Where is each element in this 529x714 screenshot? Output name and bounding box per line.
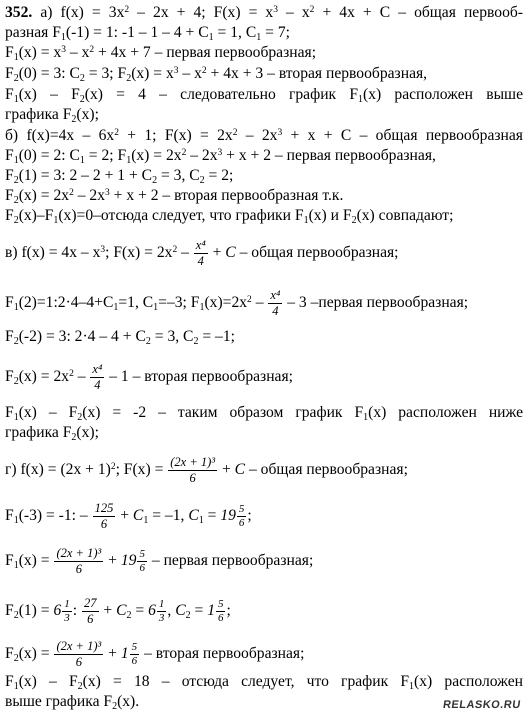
solution-line: $F_1(x) - F_2(x) = 18$ – отсюда следует, что график $F_1(x)$ расположен — [5, 673, 523, 692]
fraction: $\frac{\text{(2x + 1)³}}{6}$ — [56, 546, 102, 576]
fraction: $\frac{1}{3}$ — [64, 598, 70, 624]
solution-line: $F_1(x)$ = $\frac{\text{(2x + 1)³}}{6}$ + 19 $\frac{5}{6}$ – первая первообразная; — [5, 546, 314, 576]
solution-line: $F_1(x) - F_2(x) = 4$ – следовательно график $F_1(x)$ расположен выше — [5, 86, 523, 105]
solution-line: в) $f(x) = 4x - x^3$; $F(x) = 2x^2$ – $\frac{\text{x⁴}}{4}$ + C – общая первообразная; — [5, 238, 399, 268]
solution-line: $F_1(0) = 2$: $C_1 = 2$; $F_1(x) = 2x^2 - 2x^3 + x + 2$ – первая первообразная, — [5, 147, 436, 166]
fraction: $\frac{5}{6}$ — [139, 548, 145, 574]
solution-line: $F_2(x)-F_1(x)=0$–отсюда следует, что графики $F_1(x)$ и $F_2(x)$ совпадают; — [5, 207, 454, 226]
fraction: $\frac{27}{6}$ — [84, 596, 97, 626]
fraction: $\frac{\text{(2x + 1)³}}{6}$ — [170, 455, 216, 485]
solution-line: $F_2(0) = 3$: $C_2 = 3$; $F_2(x) = x^3 - x^2 + 4x + 3$ – вторая первообразная, — [5, 65, 428, 84]
fraction: $\frac{\text{(2x + 1)³}}{6}$ — [56, 639, 102, 669]
fraction: $\frac{1}{3}$ — [158, 598, 165, 624]
solution-line: $F_2(1) = 3$: $2 - 2 + 1 + C_2 = 3$, $C_2 = 2$; — [5, 167, 234, 186]
fraction: $\frac{\text{x⁴}}{4}$ — [92, 362, 103, 392]
solution-line: г) $f(x) = (2x + 1)^2$; F(x) = $\frac{\text{(2x + 1)³}}{6}$ + C – общая первообразная; — [5, 455, 408, 485]
solution-line: разная $F_1(-1) = 1$: $-1 - 1 - 4 + C_1 = 1$, $C_1 = 7$; — [5, 24, 290, 43]
solution-line: б) $f(x)=4x - 6x^2 + 1$; $F(x) = 2x^2 - 2x^3 + x + C$ – общая первообразная — [5, 127, 523, 144]
solution-line: $F_2(-2) = 3$: $2\cdot 4 - 4 + C_2 = 3$, $C_2 = -1$; — [5, 328, 235, 347]
fraction: $\frac{125}{6}$ — [94, 501, 114, 531]
solution-line: выше графика $F_2(x)$. — [5, 693, 140, 712]
fraction: $\frac{5}{6}$ — [217, 598, 224, 624]
solution-line: $F_2(x) = 2x^2$ – $\frac{\text{x⁴}}{4}$ – 1 – вторая первообразная; — [5, 362, 293, 392]
watermark: RELASKO.RU — [442, 699, 522, 711]
solution-line: графика $F_2(x)$; — [5, 424, 99, 443]
fraction: $\frac{\text{x⁴}}{4}$ — [270, 288, 281, 318]
solution-line: графика $F_2(x)$; — [5, 106, 99, 125]
fraction: $\frac{\text{x⁴}}{4}$ — [195, 238, 206, 268]
solution-line: $F_1(x) = x^3 - x^2 + 4x + 7$ – первая первообразная; — [5, 44, 317, 63]
solution-line: $F_1(2)=1:2\cdot 4-4+C_1=1$, $C_1=-3$; $F_1(x)=2x^2$ – $\frac{\text{x⁴}}{4}$ – 3 –первая первообразная; — [5, 288, 469, 318]
fraction: $\frac{5}{6}$ — [131, 641, 138, 667]
solution-line: $F_1(-3) = -1$: – $\frac{125}{6}$ + $C_1 = -1$, $C_1 = 19$ $\frac{5}{6}$ ; — [5, 501, 252, 531]
solution-line: 352. а) $f(x) = 3x^2 - 2x + 4$; $F(x) = x^3 - x^2 + 4x + C$ – общая первооб- — [5, 4, 523, 21]
solution-line: $F_2(1) = 6$ $\frac{1}{3}$ : $\frac{27}{6}$ + $C_2 = 6$ $\frac{1}{3}$ , $C_2 = 1$ $\frac{5}{6}$ ; — [5, 596, 231, 626]
fraction: $\frac{5}{6}$ — [238, 503, 245, 529]
solution-line: $F_1(x) - F_2(x) = -2$ – таким образом график $F_1(x)$ расположен ниже — [5, 404, 523, 423]
solution-line: $F_2(x) = 2x^2 - 2x^3 + x + 2$ – вторая первообразная т.к. — [5, 187, 344, 206]
problem-number: 352. — [5, 4, 33, 21]
solution-line: $F_2(x)$ = $\frac{\text{(2x + 1)³}}{6}$ + 1 $\frac{5}{6}$ – вторая первообразная; — [5, 639, 305, 669]
